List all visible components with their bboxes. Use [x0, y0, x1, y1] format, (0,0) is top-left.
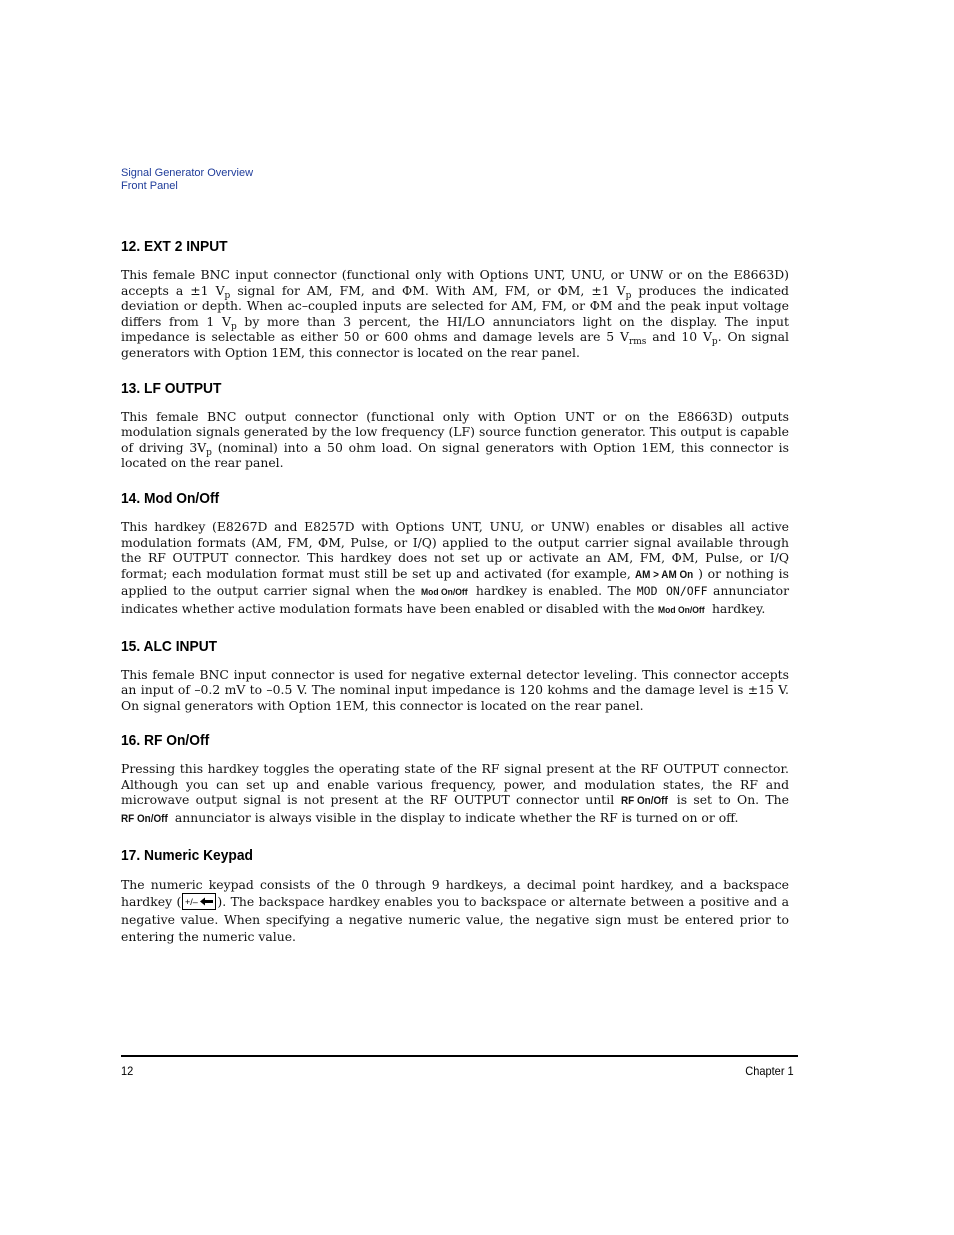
text-run: This hardkey (E8267D and E8257D with Options UNT, UNU, or UNW) enables or disables all active modulation formats (AM, FM, ΦM, Pulse, or I/Q) applied to the output carrier signal available through the RF OUTPUT connector. This hardkey does not set up or activate an AM, FM, ΦM, Pulse, or I/Q format; each modulation format must still be set up and activated (for example, — [121, 518, 789, 581]
text-run: annunciator indicates whether active modulation formats have been enabled or disabled with the — [121, 583, 789, 616]
hardkey-mod-on-off: Mod On/Off — [658, 604, 705, 616]
subscript: rms — [628, 337, 647, 348]
text-run: Pressing this hardkey toggles the operating state of the RF signal present at the RF OUTPUT connector. Although you can set up and enable various frequency, power, and modulation states, the RF and microwave output signal is not present at the RF OUTPUT connector until — [121, 761, 789, 808]
text-run: hardkey. — [708, 600, 766, 616]
para-alc-input: This female BNC input connector is used for negative external detector leveling. This connector accepts an input of –0.2 mV to –0.5 V. The nominal input impedance is 120 kohms and the damage level is ±15 V. On signal generators with Option 1EM, this connector is located on the rear panel. — [121, 666, 789, 713]
para-lf-output — [121, 409, 789, 471]
page-number: 12 — [121, 1064, 134, 1078]
running-head — [121, 167, 253, 192]
text-run: annunciator is always visible in the display to indicate whether the RF is turned on or off. — [170, 810, 739, 826]
text-run: produces the indicated deviation or depth. When ac–coupled inputs are selected for AM, FM, or ΦM and the peak input voltage differs from 1 V — [121, 282, 789, 329]
annunciator-mod-on-off: MOD ON/OFF — [636, 584, 708, 599]
running-head-title: Signal Generator Overview — [121, 167, 254, 179]
text-run: This female BNC output connector (functional only with Option UNT or on the E8663D) outputs modulation signals generated by the low frequency (LF) source function generator. This output is capable of driving 3V — [121, 408, 789, 455]
heading-lf-output: 13. LF OUTPUT — [121, 379, 222, 397]
heading-alc-input: 15. ALC INPUT — [121, 637, 218, 655]
text-run: (nominal) into a 50 ohm load. On signal generators with Option 1EM, this connector is located on the rear panel. — [121, 439, 789, 471]
text-run: The numeric keypad consists of the 0 through 9 hardkeys, a decimal point hardkey, and a backspace hardkey ( — [121, 876, 789, 909]
para-rf-on-off — [121, 761, 789, 827]
hardkey-mod-on-off: Mod On/Off — [420, 587, 468, 599]
text-run: signal for AM, FM, and ΦM. With AM, FM, or ΦM, ±1 V — [230, 282, 626, 298]
chapter-label: Chapter 1 — [745, 1064, 794, 1078]
backspace-arrow-icon — [183, 894, 215, 909]
para-mod-on-off — [121, 519, 789, 619]
text-run: This female BNC input connector (functional only with Options UNT, UNU, or UNW or on the E8663D) accepts a ±1 V — [121, 267, 789, 298]
heading-mod-on-off: 14. Mod On/Off — [121, 489, 220, 507]
hardkey-rf-on-off: RF On/Off — [121, 813, 168, 826]
text-run: is set to On. The — [670, 792, 789, 808]
text-run: . On signal generators with Option 1EM, this connector is located on the rear panel. — [121, 329, 789, 360]
footer-rule — [121, 1055, 798, 1057]
subscript: p — [206, 447, 212, 458]
para-numeric-keypad — [121, 876, 789, 945]
content-body — [121, 237, 789, 963]
running-head-subtitle: Front Panel — [121, 179, 178, 192]
subscript: p — [230, 321, 237, 332]
backspace-key-icon — [182, 893, 216, 910]
text-run: and 10 V — [646, 329, 712, 345]
heading-rf-on-off: 16. RF On/Off — [121, 732, 210, 750]
hardkey-am-on: AM > AM On — [635, 568, 694, 581]
text-run: ) or nothing is applied to the output carrier signal when the — [121, 565, 789, 599]
para-ext2-input — [121, 267, 789, 361]
text-run: hardkey is enabled. The — [470, 583, 637, 599]
text-run: by more than 3 percent, the HI/LO annunciators light on the display. The input impedance is selectable as either 50 or 600 ohms and damage levels are 5 V — [121, 313, 789, 345]
subscript: p — [625, 290, 632, 301]
key-glyph-text: +/– — [185, 896, 199, 907]
text-run: ). The backspace hardkey enables you to backspace or alternate between a positive and a negative value. When specifying a negative numeric value, the negative sign must be entered prior to entering the numeric value. — [121, 893, 789, 944]
subscript: p — [711, 337, 718, 348]
hardkey-rf-on-off: RF On/Off — [620, 795, 668, 808]
subscript: p — [224, 290, 231, 301]
left-arrow-shape — [200, 897, 213, 905]
heading-numeric-keypad: 17. Numeric Keypad — [121, 846, 253, 864]
heading-ext2-input: 12. EXT 2 INPUT — [121, 238, 228, 255]
